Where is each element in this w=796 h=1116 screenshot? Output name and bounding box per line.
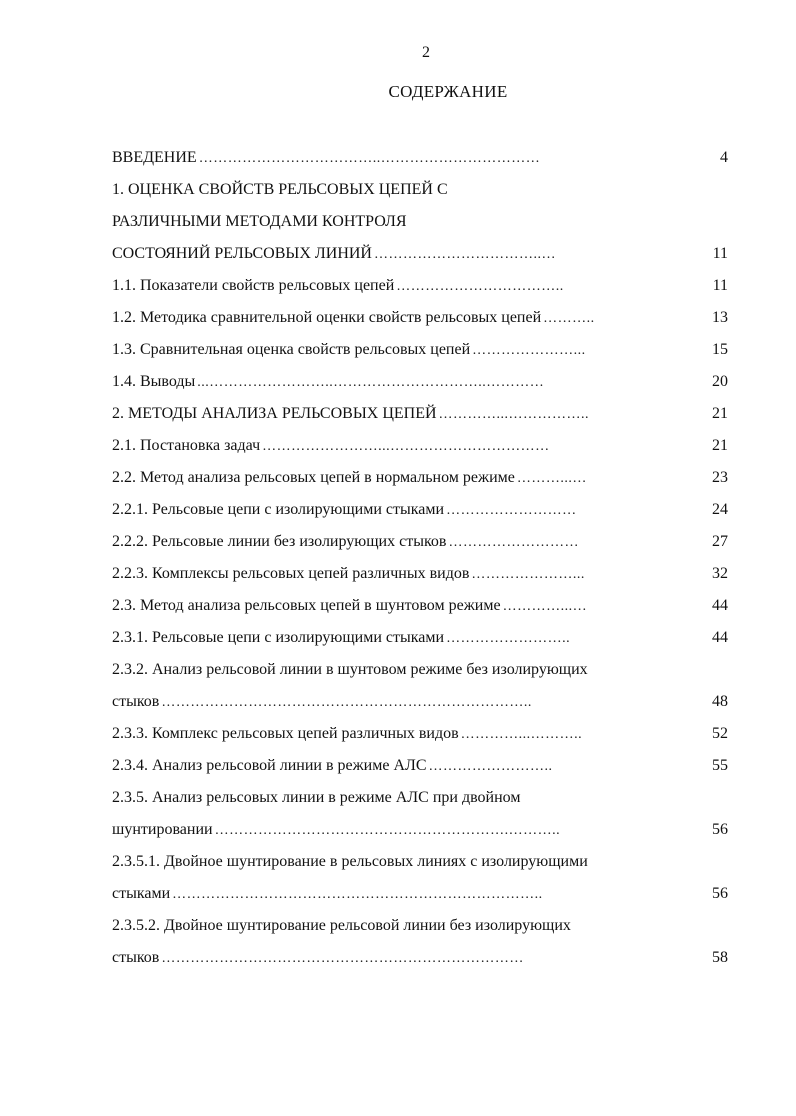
toc-entry-title: 2. МЕТОДЫ АНАЛИЗА РЕЛЬСОВЫХ ЦЕПЕЙ — [112, 405, 437, 422]
toc-dot-leader: …………………….. — [446, 631, 571, 646]
toc-dot-leader: ………………………………………………………………….. — [172, 887, 543, 902]
toc-page-number: 55 — [712, 757, 728, 774]
toc-entry-title: 2.3.1. Рельсовые цепи с изолирующими стыками — [112, 629, 445, 646]
toc-dot-leader: ……………………...…………………………… — [262, 439, 550, 454]
toc-entry — [112, 750, 728, 782]
toc-entry — [112, 654, 728, 718]
toc-dot-leader: ……………………… — [448, 535, 579, 550]
toc-page-number: 44 — [712, 597, 728, 614]
toc-entry — [112, 462, 728, 494]
toc-entry-line: 2.3.5. Анализ рельсовых линии в режиме АЛС при двойном — [112, 789, 521, 806]
toc-dot-leader: ……….. — [543, 311, 595, 326]
toc-entry-title: 1.4. Выводы — [112, 373, 196, 390]
toc-page-number: 23 — [712, 469, 728, 486]
toc-entry — [112, 526, 728, 558]
toc-entry-line: РАЗЛИЧНЫМИ МЕТОДАМИ КОНТРОЛЯ — [112, 213, 407, 230]
toc-page-number: 56 — [712, 821, 728, 838]
toc-entry-line: 2.3.5.2. Двойное шунтирование рельсовой линии без изолирующих — [112, 917, 571, 934]
toc-entry — [112, 142, 728, 174]
toc-page-number: 24 — [712, 501, 728, 518]
toc-dot-leader: ……………………………..… — [373, 247, 556, 262]
toc-entry — [112, 622, 728, 654]
page-title: СОДЕРЖАНИЕ — [388, 82, 508, 101]
toc-entry — [112, 718, 728, 750]
toc-dot-leader: …………………... — [471, 567, 585, 582]
toc-dot-leader: …………………... — [472, 343, 586, 358]
toc-dot-leader: …………………….. — [428, 759, 553, 774]
toc-entry-title: 2.1. Постановка задач — [112, 437, 261, 454]
toc-entry-title: стыками — [112, 885, 171, 902]
toc-page-number: 58 — [712, 949, 728, 966]
toc-entry — [112, 590, 728, 622]
toc-entry — [112, 366, 728, 398]
toc-dot-leader: ………………………………………………………………….. — [161, 695, 532, 710]
toc-entry-title: шунтировании — [112, 821, 213, 838]
toc-entry — [112, 302, 728, 334]
toc-dot-leader: …………………………….. — [396, 279, 564, 294]
toc-entry-title: ВВЕДЕНИЕ — [112, 149, 197, 166]
toc-entry-title: 2.2.1. Рельсовые цепи с изолирующими стыками — [112, 501, 445, 518]
toc-entry-line: 1. ОЦЕНКА СВОЙСТВ РЕЛЬСОВЫХ ЦЕПЕЙ С — [112, 181, 448, 198]
toc-entry-line: 2.3.5.1. Двойное шунтирование в рельсовых линиях с изолирующими — [112, 853, 588, 870]
toc-entry-title: 1.3. Сравнительная оценка свойств рельсовых цепей — [112, 341, 471, 358]
toc-dot-leader: …………...……….. — [460, 727, 583, 742]
page-number: 2 — [422, 44, 430, 61]
toc-entry — [112, 782, 728, 846]
toc-entry-title: стыков — [112, 693, 160, 710]
toc-page-number: 20 — [712, 373, 728, 390]
toc-entry-title: 2.3.3. Комплекс рельсовых цепей различных видов — [112, 725, 459, 742]
toc-entry — [112, 846, 728, 910]
toc-dot-leader: ……………………… — [446, 503, 577, 518]
toc-dot-leader: …………...…………….. — [438, 407, 590, 422]
toc-entry — [112, 334, 728, 366]
toc-page-number: 27 — [712, 533, 728, 550]
toc-entry-title: 2.2.3. Комплексы рельсовых цепей различных видов — [112, 565, 470, 582]
table-of-contents — [112, 142, 728, 974]
toc-entry — [112, 270, 728, 302]
toc-entry — [112, 494, 728, 526]
toc-entry-title: 1.1. Показатели свойств рельсовых цепей — [112, 277, 395, 294]
toc-dot-leader: ………...… — [516, 471, 587, 486]
toc-page-number: 11 — [712, 277, 728, 294]
toc-page-number: 32 — [712, 565, 728, 582]
toc-entry-title: стыков — [112, 949, 160, 966]
toc-page-number: 11 — [712, 245, 728, 262]
toc-dot-leader: ………………………………………………………………… — [161, 951, 524, 966]
toc-page-number: 15 — [712, 341, 728, 358]
toc-dot-leader: ...……………………..…………………………..………… — [197, 375, 545, 390]
toc-page-number: 21 — [712, 437, 728, 454]
toc-entry-title: СОСТОЯНИЙ РЕЛЬСОВЫХ ЛИНИЙ — [112, 245, 372, 262]
toc-page-number: 44 — [712, 629, 728, 646]
toc-entry-title: 2.2.2. Рельсовые линии без изолирующих стыков — [112, 533, 447, 550]
toc-entry — [112, 558, 728, 590]
toc-entry — [112, 430, 728, 462]
toc-page-number: 13 — [712, 309, 728, 326]
toc-entry-title: 1.2. Методика сравнительной оценки свойств рельсовых цепей — [112, 309, 542, 326]
toc-entry-title: 2.3. Метод анализа рельсовых цепей в шунтовом режиме — [112, 597, 501, 614]
toc-entry — [112, 174, 728, 270]
toc-page-number: 21 — [712, 405, 728, 422]
toc-dot-leader: ………………………………..…………………………… — [198, 151, 541, 166]
toc-entry-line: 2.3.2. Анализ рельсовой линии в шунтовом режиме без изолирующих — [112, 661, 588, 678]
toc-dot-leader: …………………………………………………….……….. — [214, 823, 561, 838]
toc-dot-leader: …………...… — [502, 599, 588, 614]
toc-entry-title: 2.2. Метод анализа рельсовых цепей в нормальном режиме — [112, 469, 515, 486]
toc-page-number: 48 — [712, 693, 728, 710]
toc-entry — [112, 910, 728, 974]
toc-page-number: 56 — [712, 885, 728, 902]
toc-entry-title: 2.3.4. Анализ рельсовой линии в режиме АЛС — [112, 757, 427, 774]
toc-page-number: 4 — [720, 149, 728, 166]
toc-page-number: 52 — [712, 725, 728, 742]
toc-entry — [112, 398, 728, 430]
